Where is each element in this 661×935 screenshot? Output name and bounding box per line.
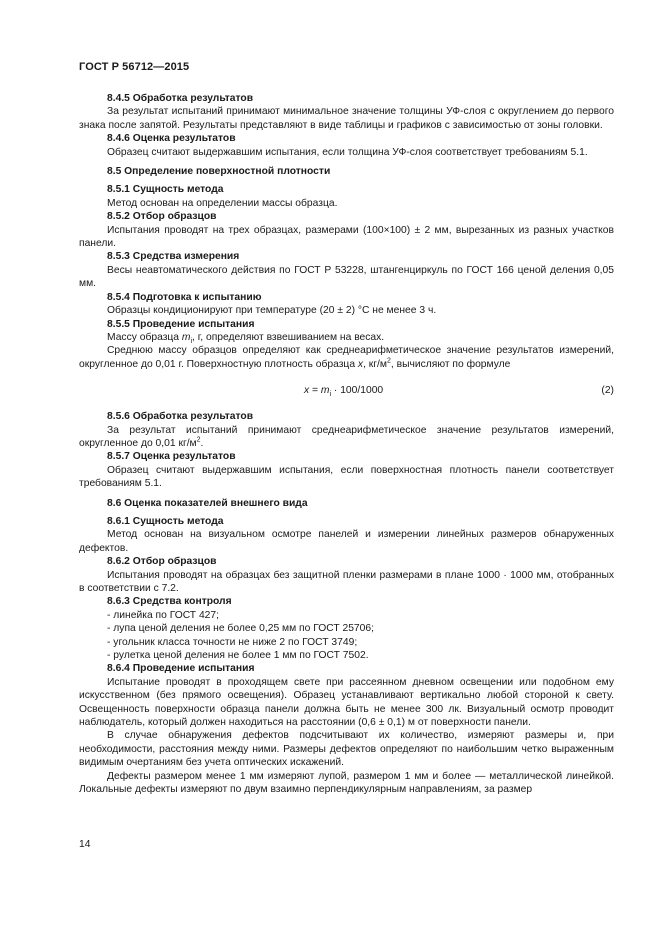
heading-8-5-5: 8.5.5 Проведение испытания <box>107 318 255 330</box>
paragraph-8-4-5: За результат испытаний принимают минимальное значение толщины УФ-слоя с округлением до первого знака после запятой. Результаты представляют в виде таблицы и графиков с зависимостью от зоны головки. <box>79 106 614 131</box>
heading-8-5-2: 8.5.2 Отбор образцов <box>107 211 217 223</box>
paragraph-8-5-2: Испытания проводят на трех образцах, размерами (100×100) ± 2 мм, вырезанных из разных участков панели. <box>79 224 614 250</box>
heading-8-6: 8.6 Оценка показателей внешнего вида <box>107 497 308 509</box>
document-header: ГОСТ Р 56712—2015 <box>79 61 190 73</box>
list-item: - рулетка ценой деления не более 1 мм по ГОСТ 7502. <box>107 650 369 662</box>
heading-8-6-3: 8.6.3 Средства контроля <box>107 596 232 608</box>
list-item: - лупа ценой деления не более 0,25 мм по ГОСТ 25706; <box>107 623 374 635</box>
heading-8-6-4: 8.6.4 Проведение испытания <box>107 663 255 675</box>
paragraph-8-5-6: За результат испытаний принимают среднеарифметическое значение результатов измерений, округленное до 0,01 $кг/м^2$. <box>79 424 614 449</box>
paragraph-8-5-5-density: Среднюю массу образцов определяют как среднеарифметическое значение результатов измерений, округленное до 0,01 г. Поверхностную плотность образца x, $кг/м^2$, вычисляют по формуле <box>79 345 614 370</box>
heading-8-5: 8.5 Определение поверхностной плотности <box>107 166 331 178</box>
formula-2 <box>79 384 614 398</box>
heading-8-4-6: 8.4.6 Оценка результатов <box>107 133 236 145</box>
paragraph-8-5-7: Образец считают выдержавшим испытания, если поверхностная плотность панели соответствует требованиям 5.1. <box>79 464 614 490</box>
list-item: - линейка по ГОСТ 427; <box>107 609 219 621</box>
paragraph-8-6-4-measuring: Дефекты размером менее 1 мм измеряют лупой, размером 1 мм и более — металлической линейкой. Локальные дефекты измеряют по двум взаимно перпендикулярным направлениям, за размер <box>79 770 614 796</box>
formula-number: (2) <box>601 385 614 397</box>
paragraph-8-5-5-mass: Массу образца $m_i$, г, определяют взвешиванием на весах. <box>107 331 385 345</box>
heading-8-5-4: 8.5.4 Подготовка к испытанию <box>107 291 262 303</box>
heading-8-6-2: 8.6.2 Отбор образцов <box>107 556 217 568</box>
heading-8-6-1: 8.6.1 Сущность метода <box>107 515 224 527</box>
paragraph-8-6-2: Испытания проводят на образцах без защитной пленки размерами в плане 1000 · 1000 мм, отобранных в соответствии с 7.2. <box>79 569 614 594</box>
paragraph-8-6-1: Метод основан на визуальном осмотре панелей и измерении линейных размеров обнаруженных дефектов. <box>79 529 614 554</box>
heading-8-4-5: 8.4.5 Обработка результатов <box>107 93 254 104</box>
page-number: 14 <box>79 839 91 850</box>
heading-8-5-3: 8.5.3 Средства измерения <box>107 251 240 263</box>
paragraph-8-4-6: Образец считают выдержавшим испытания, если толщина УФ-слоя соответствует требованиям 5.1. <box>107 146 588 158</box>
document-body <box>79 92 614 797</box>
heading-8-5-6: 8.5.6 Обработка результатов <box>107 411 254 423</box>
formula-expression: $x = m_i \cdot 100/1000$ <box>304 385 384 399</box>
heading-8-5-7: 8.5.7 Оценка результатов <box>107 451 236 463</box>
paragraph-8-5-4: Образцы кондиционируют при температуре (20 ± 2) °С не менее 3 ч. <box>107 305 437 317</box>
list-item: - угольник класса точности не ниже 2 по ГОСТ 3749; <box>107 636 358 648</box>
paragraph-8-5-3: Весы неавтоматического действия по ГОСТ Р 53228, штангенциркуль по ГОСТ 166 ценой деления 0,05 мм. <box>79 264 614 290</box>
paragraph-8-6-4-lighting: Испытание проводят в проходящем свете при рассеянном дневном освещении или подобном ему искусственном (без прямого освещения). Образец устанавливают вертикально любой стороной к свету. Освещенность поверхности образца панели должна быть не менее 300 лк. Визуальный осмотр проводит наблюдатель, который должен находиться на расстоянии (0,6 ± 0,1) м от поверхности панели. <box>79 676 614 729</box>
paragraph-8-6-4-defects: В случае обнаружения дефектов подсчитывают их количество, измеряют размеры и, при необходимости, расстояния между ними. Размеры дефектов определяют по наибольшим четко выраженным видимым очертаниям без учета оптических искажений. <box>79 730 614 769</box>
paragraph-8-5-1: Метод основан на определении массы образца. <box>107 197 338 209</box>
heading-8-5-1: 8.5.1 Сущность метода <box>107 184 224 196</box>
